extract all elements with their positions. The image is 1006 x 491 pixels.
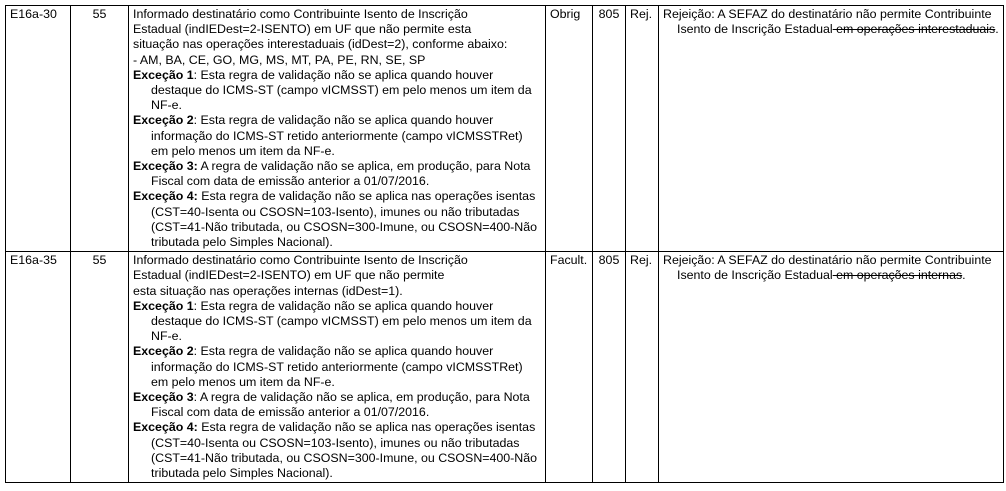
exception-text: : A regra de validação não se aplica, em produção, para Nota Fiscal com data de emissão anterior a 01/07/2016. xyxy=(151,390,530,420)
validation-rules-table xyxy=(5,5,1004,483)
desc-line: Estadual (indIEDest=2-ISENTO) em UF que não permite esta xyxy=(133,22,472,37)
desc-line: - AM, BA, CE, GO, MG, MS, MT, PA, PE, RN, SE, SP xyxy=(133,52,426,67)
rejection-message xyxy=(659,252,1004,483)
desc-line: Informado destinatário como Contribuinte Isento de Inscrição xyxy=(133,253,468,268)
obligation: Obrig xyxy=(546,6,593,252)
rule-description xyxy=(129,6,546,252)
exception-text: : Esta regra de validação não se aplica quando houver informação do ICMS-ST retido anteriormente (campo vICMSSTRet) em pelo menos um item da NF-e. xyxy=(151,113,523,158)
desc-line: situação nas operações interestaduais (idDest=2), conforme abaixo: xyxy=(133,37,508,52)
model-number: 55 xyxy=(71,252,129,483)
rule-description xyxy=(129,252,546,483)
exception-4 xyxy=(133,420,541,481)
desc-line: Estadual (indIEDest=2-ISENTO) em UF que não permite xyxy=(133,268,445,283)
rule-code: E16a-35 xyxy=(6,252,71,483)
model-number: 55 xyxy=(71,6,129,252)
effect: Rej. xyxy=(626,6,659,252)
exception-label: Exceção 4: xyxy=(133,189,198,204)
exception-2 xyxy=(133,113,541,159)
error-code: 805 xyxy=(593,6,626,252)
table-row xyxy=(6,6,1004,252)
exception-4 xyxy=(133,189,541,250)
exception-label: Exceção 2 xyxy=(133,344,194,359)
exception-3 xyxy=(133,159,541,189)
exception-text: : Esta regra de validação não se aplica quando houver informação do ICMS-ST retido anteriormente (campo vICMSSTRet) em pelo menos um item da NF-e. xyxy=(151,344,523,389)
desc-line: esta situação nas operações internas (idDest=1). xyxy=(133,283,403,298)
exception-text: Esta regra de validação não se aplica nas operações isentas (CST=40-Isenta ou CSOSN=103-Isento), imunes ou não tributadas (CST=41-Não tributada, ou CSOSN=300-Imune, ou CSOSN=400-Não tributada pelo Simples Nacional). xyxy=(151,420,538,481)
error-code: 805 xyxy=(593,252,626,483)
obligation: Facult. xyxy=(546,252,593,483)
message-struck-text: em operações internas xyxy=(832,268,963,283)
desc-line: Informado destinatário como Contribuinte Isento de Inscrição xyxy=(133,7,468,21)
effect: Rej. xyxy=(626,252,659,483)
exception-label: Exceção 1 xyxy=(133,67,194,82)
message-text: Rejeição: A SEFAZ do destinatário não permite Contribuinte Isento de Inscrição Estadual xyxy=(663,253,992,283)
message-struck-text: em operações interestaduais xyxy=(832,22,996,37)
exception-1 xyxy=(133,299,541,345)
exception-3 xyxy=(133,390,541,420)
exception-text: : Esta regra de validação não se aplica quando houver destaque do ICMS-ST (campo vICMSST) em pelo menos um item da NF-e. xyxy=(151,298,532,344)
exception-label: Exceção 3: xyxy=(133,159,198,174)
table-row xyxy=(6,252,1004,483)
exception-label: Exceção 4: xyxy=(133,420,198,435)
exception-text: : Esta regra de validação não se aplica quando houver destaque do ICMS-ST (campo vICMSST) em pelo menos um item da NF-e. xyxy=(151,67,532,113)
exception-text: A regra de validação não se aplica, em produção, para Nota Fiscal com data de emissão anterior a 01/07/2016. xyxy=(151,159,531,189)
exception-label: Exceção 1 xyxy=(133,298,194,313)
exception-label: Exceção 2 xyxy=(133,113,194,128)
rejection-message xyxy=(659,6,1004,252)
message-text: Rejeição: A SEFAZ do destinatário não permite Contribuinte Isento de Inscrição Estadual xyxy=(663,7,992,37)
exception-2 xyxy=(133,344,541,390)
message-end: . xyxy=(962,268,966,283)
message-end: . xyxy=(995,22,999,37)
exception-1 xyxy=(133,68,541,114)
exception-label: Exceção 3 xyxy=(133,390,194,405)
exception-text: Esta regra de validação não se aplica nas operações isentas (CST=40-Isenta ou CSOSN=103-Isento), imunes ou não tributadas (CST=41-Não tributada, ou CSOSN=300-Imune, ou CSOSN=400-Não tributada pelo Simples Nacional). xyxy=(151,189,538,250)
rule-code: E16a-30 xyxy=(6,6,71,252)
